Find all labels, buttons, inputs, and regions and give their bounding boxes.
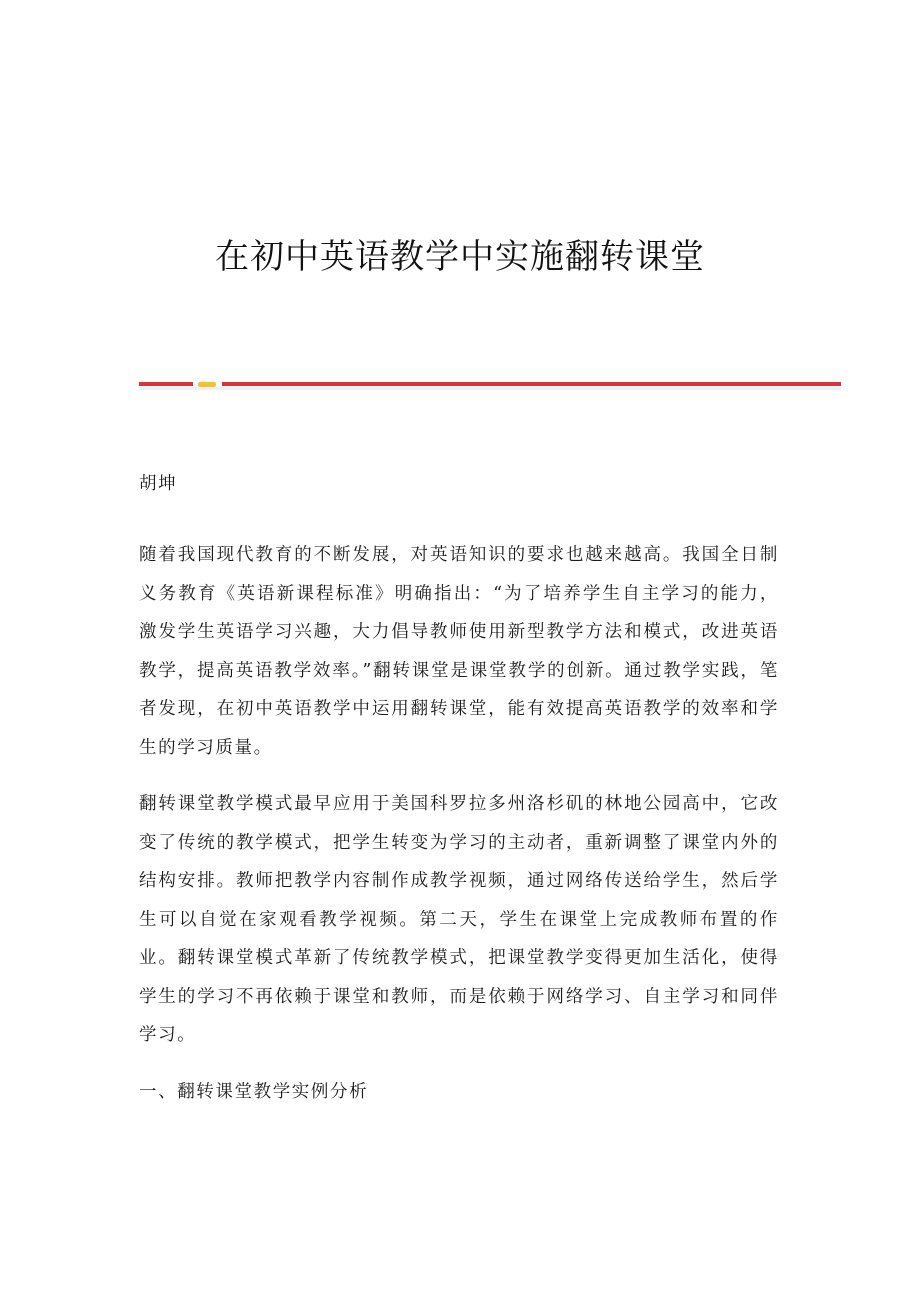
divider-line-right: [222, 382, 841, 386]
author-name: 胡坤: [139, 474, 178, 494]
title-divider: [139, 382, 841, 387]
paragraph-intro: 随着我国现代教育的不断发展，对英语知识的要求也越来越高。我国全日制义务教育《英语新课程标准》明确指出：“为了培养学生自主学习的能力，激发学生英语学习兴趣，大力倡导教师使用新型教学方法和模式，改进英语教学，提高英语教学效率。”翻转课堂是课堂教学的创新。通过教学实践，笔者发现，在初中英语教学中运用翻转课堂，能有效提高英语教学的效率和学生的学习质量。: [139, 545, 779, 758]
section-heading: 一、翻转课堂教学实例分析: [139, 1081, 369, 1102]
paragraph-flipped-classroom-origin: 翻转课堂教学模式最早应用于美国科罗拉多州洛杉矶的林地公园高中，它改变了传统的教学模式，把学生转变为学习的主动者，重新调整了课堂内外的结构安排。教师把教学内容制作成教学视频，通过网络传送给学生，然后学生可以自觉在家观看教学视频。第二天，学生在课堂上完成教师布置的作业。翻转课堂模式革新了传统教学模式，把课堂教学变得更加生活化，使得学生的学习不再依赖于课堂和教师，而是依赖于网络学习、自主学习和同伴学习。: [139, 794, 779, 1045]
document-body: [139, 470, 779, 1111]
divider-shadow: [139, 387, 841, 390]
divider-line-left: [139, 382, 193, 386]
document-title: 在初中英语教学中实施翻转课堂: [215, 236, 705, 277]
